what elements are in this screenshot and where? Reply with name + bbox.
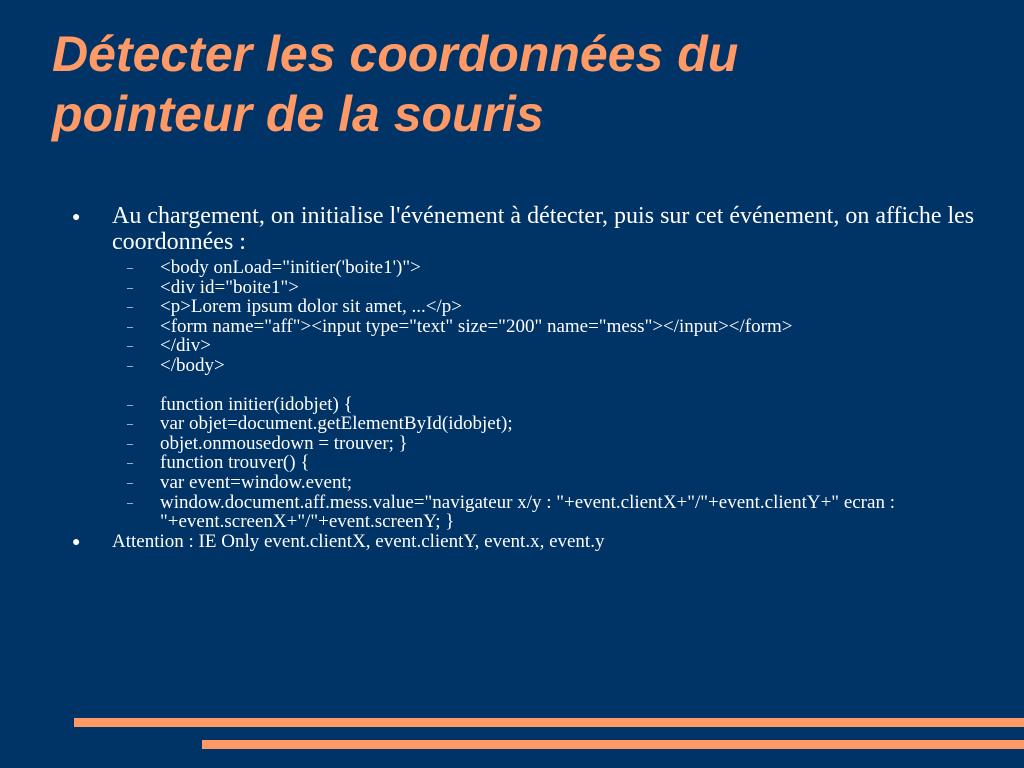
script-line (118, 434, 992, 454)
spacer (118, 376, 992, 395)
code-line-text: <p>Lorem ipsum dolor sit amet, ...</p> (160, 296, 462, 318)
script-line (118, 414, 992, 434)
code-line (118, 336, 992, 356)
dash-marker: – (127, 416, 133, 431)
script-line-text: objet.onmousedown = trouver; } (160, 432, 408, 454)
code-line-text: <div id="boite1"> (160, 276, 299, 298)
script-line (118, 493, 992, 532)
script-line (118, 473, 992, 493)
code-line (118, 278, 992, 298)
dash-marker: – (127, 396, 133, 411)
code-line-text: </div> (160, 335, 211, 357)
dash-marker: – (127, 474, 133, 489)
code-line (118, 356, 992, 376)
code-line-text: <body onLoad="initier('boite1')"> (160, 257, 421, 278)
code-line (118, 317, 992, 337)
bullet-attention-text: Attention : IE Only event.clientX, event.clientY, event.x, event.y (112, 530, 605, 552)
slide-title (52, 24, 992, 144)
script-line-text: window.document.aff.mess.value="navigateur x/y : "+event.clientX+"/"+event.clientY+" ecran : "+event.screenX+"/"+event.screenY; } (160, 491, 895, 533)
decorative-rule-bottom (202, 740, 1024, 749)
script-line-text: var event=window.event; (160, 471, 353, 493)
dash-marker: – (127, 260, 133, 274)
slide-title-line-1: Détecter les coordonnées du (52, 26, 739, 82)
bullet-attention (72, 532, 992, 552)
code-line (118, 258, 992, 278)
bullet-intro (72, 203, 992, 255)
script-line (118, 453, 992, 473)
dash-marker: – (127, 338, 133, 353)
bullet-marker: ● (72, 210, 81, 225)
code-line-text: </body> (160, 354, 225, 376)
slide-title-line-2: pointeur de la souris (52, 86, 544, 142)
bullet-marker: ● (72, 534, 81, 550)
script-line-text: var objet=document.getElementById(idobjet); (160, 413, 513, 435)
code-line-text: <form name="aff"><input type="text" size="200" name="mess"></input></form> (160, 315, 793, 337)
decorative-rule-top (74, 718, 1024, 727)
dash-marker: – (127, 435, 133, 450)
dash-marker: – (127, 357, 133, 372)
slide-content (72, 203, 992, 552)
script-line (118, 395, 992, 415)
bullet-intro-text: Au chargement, on initialise l'événement à détecter, puis sur cet événement, on affiche les coordonnées : (112, 203, 975, 255)
dash-marker: – (127, 494, 133, 509)
script-line-text: function initier(idobjet) { (160, 393, 353, 415)
dash-marker: – (127, 299, 133, 314)
dash-marker: – (127, 279, 133, 294)
code-sublist (72, 258, 992, 532)
script-line-text: function trouver() { (160, 452, 310, 474)
code-line (118, 297, 992, 317)
dash-marker: – (127, 318, 133, 333)
dash-marker: – (127, 455, 133, 470)
